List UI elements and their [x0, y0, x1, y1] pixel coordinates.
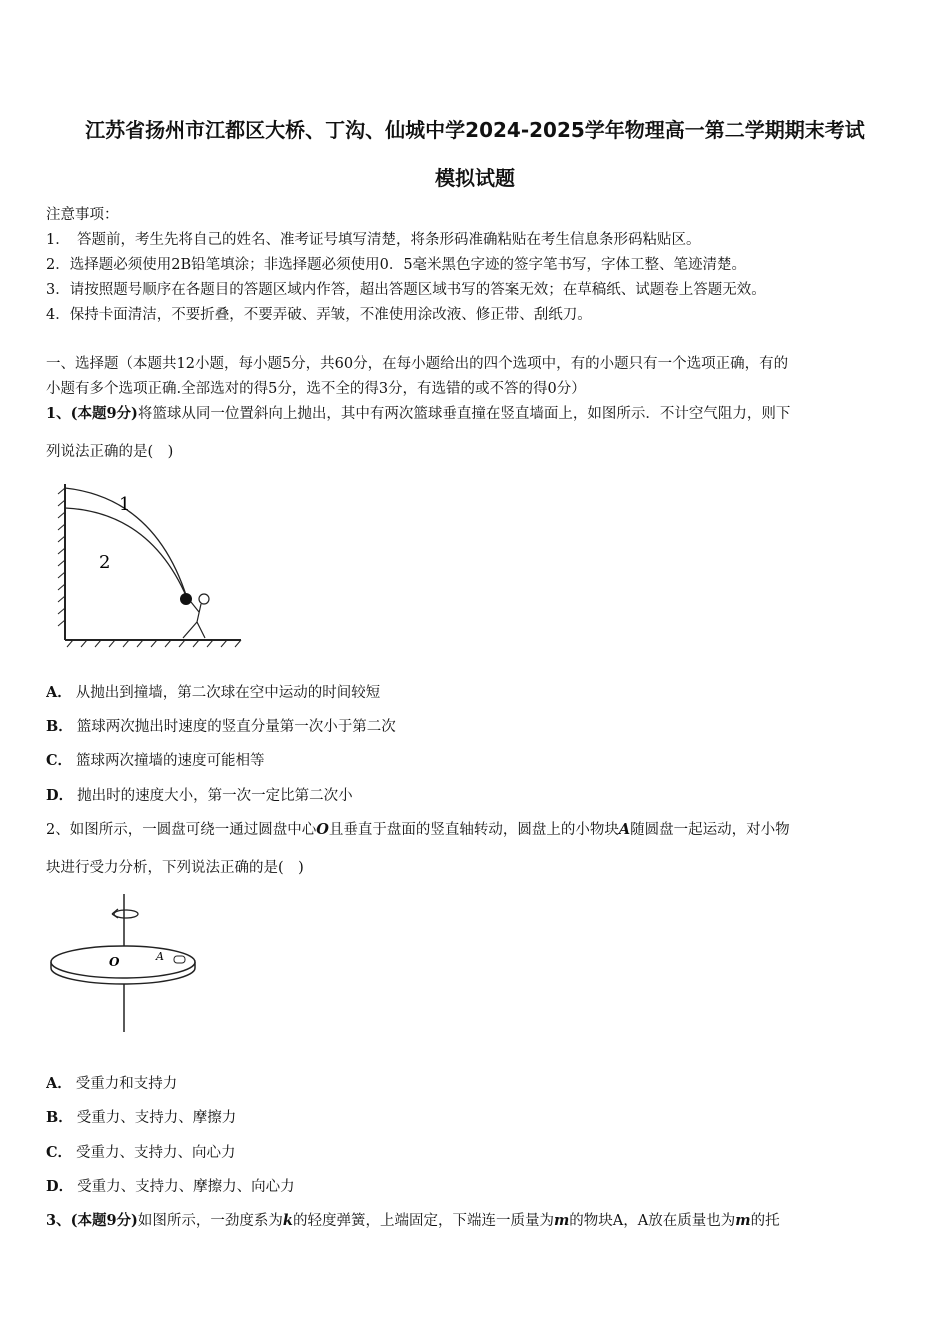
- trajectory-label-2: 2: [99, 552, 111, 573]
- q1-option-a[interactable]: A． 从抛出到撞墙，第二次球在空中运动的时间较短: [46, 684, 381, 701]
- section-instruction-line-2: 小题有多个选项正确.全部选对的得5分，选不全的得3分，有选错的或不答的得0分）: [46, 381, 586, 397]
- block-label: A: [156, 950, 164, 963]
- ground-hatching: [65, 640, 241, 647]
- q2-option-d[interactable]: D． 受重力、支持力、摩擦力、向心力: [46, 1178, 295, 1195]
- q3-stem-line-1: 3、(本题9分)如图所示，一劲度系为k的轻度弹簧，上端固定，下端连一质量为m的物块A，A放在质量也为m的托: [46, 1212, 780, 1229]
- q2-stem-line-2: 块进行受力分析，下列说法正确的是( ): [46, 860, 304, 876]
- disk-icon: [51, 946, 195, 984]
- notice-item-3: 3．请按照题号顺序在各题目的答题区域内作答，超出答题区域书写的答案无效；在草稿纸、试题卷上答题无效。: [46, 282, 766, 298]
- q1-stem-line-2: 列说法正确的是( ): [46, 444, 174, 460]
- q1-basketball-figure: [55, 478, 250, 650]
- basketball-icon: [180, 593, 192, 605]
- q2-option-b[interactable]: B． 受重力、支持力、摩擦力: [46, 1109, 237, 1126]
- q1-prefix: 1、(本题9分): [46, 405, 138, 422]
- wall-hatching: [58, 484, 65, 640]
- q2-option-c[interactable]: C． 受重力、支持力、向心力: [46, 1144, 236, 1161]
- q1-stem-line-1: [46, 402, 908, 423]
- notice-item-1: 1． 答题前，考生先将自己的姓名、准考证号填写清楚，将条形码准确粘贴在考生信息条形码粘贴区。: [46, 232, 701, 248]
- small-block-icon: [174, 956, 185, 963]
- q2-option-a[interactable]: A． 受重力和支持力: [46, 1075, 178, 1092]
- q1-option-c[interactable]: C． 篮球两次撞墙的速度可能相等: [46, 752, 265, 769]
- q1-option-b[interactable]: B． 篮球两次抛出时速度的竖直分量第一次小于第二次: [46, 718, 396, 735]
- notice-item-4: 4．保持卡面清洁，不要折叠，不要弄破、弄皱，不准使用涂改液、修正带、刮纸刀。: [46, 307, 592, 323]
- section-instruction-line-1: 一、选择题（本题共12小题，每小题5分，共60分，在每小题给出的四个选项中，有的小题只有一个选项正确，有的: [46, 356, 789, 372]
- trajectory-2: [65, 508, 187, 598]
- q1-option-d[interactable]: D． 抛出时的速度大小，第一次一定比第二次小: [46, 787, 353, 804]
- exam-title-line-2: 模拟试题: [435, 166, 515, 190]
- notice-heading: 注意事项：: [46, 207, 119, 223]
- q1-stem-text: 将篮球从同一位置斜向上抛出，其中有两次篮球垂直撞在竖直墙面上，如图所示．不计空气阻力，则下: [137, 406, 791, 422]
- trajectory-label-1: 1: [119, 494, 131, 515]
- q2-rotating-disk-figure: [46, 890, 206, 1035]
- exam-title-line-1: 江苏省扬州市江都区大桥、丁沟、仙城中学2024-2025学年物理高一第二学期期末考试: [85, 118, 865, 142]
- q2-stem-line-1: 2、如图所示，一圆盘可绕一通过圆盘中心O且垂直于盘面的竖直轴转动，圆盘上的小物块A随圆盘一起运动，对小物: [46, 821, 790, 838]
- notice-item-2: 2．选择题必须使用2B铅笔填涂；非选择题必须使用0．5毫米黑色字迹的签字笔书写，字体工整、笔迹清楚。: [46, 257, 747, 273]
- rotation-arrow-icon: [112, 909, 138, 918]
- disk-center-label: O: [109, 955, 120, 969]
